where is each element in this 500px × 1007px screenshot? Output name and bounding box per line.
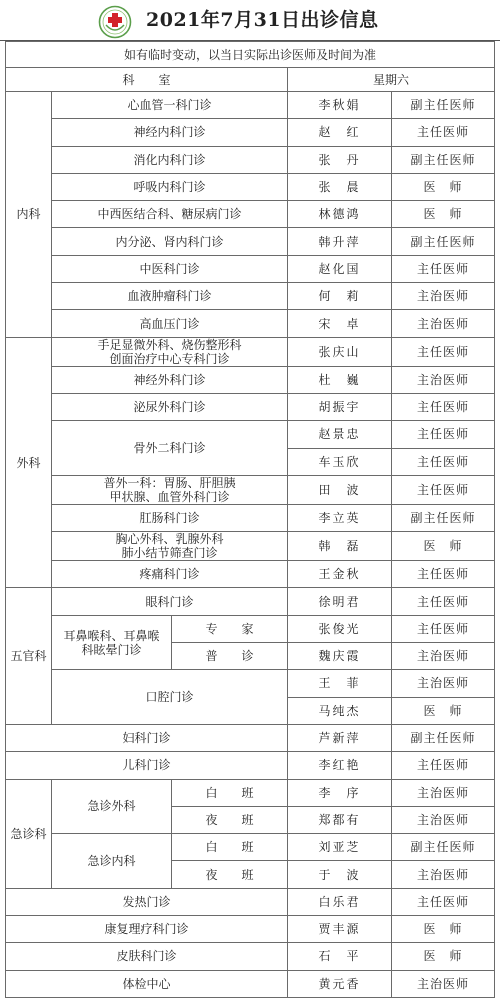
doctor-title: 医 师 <box>392 916 495 943</box>
doctor-title: 主任医师 <box>392 588 495 615</box>
doctor-name: 杜 巍 <box>288 366 392 393</box>
clinic-name-line: 创面治疗中心专科门诊 <box>109 351 230 366</box>
doctor-title: 主任医师 <box>392 119 495 146</box>
clinic-name: 泌尿外科门诊 <box>52 393 288 420</box>
column-header-department: 科 室 <box>6 68 288 92</box>
clinic-name: 妇科门诊 <box>6 724 288 751</box>
doctor-title: 医 师 <box>392 532 495 561</box>
doctor-title: 副主任医师 <box>392 724 495 751</box>
table-row <box>6 504 495 531</box>
doctor-name: 车玉欣 <box>288 448 392 475</box>
clinic-name-line: 肺小结节筛查门诊 <box>121 546 218 561</box>
table-row <box>6 366 495 393</box>
table-row <box>6 310 495 337</box>
clinic-name-line: 甲状腺、血管外科门诊 <box>109 489 230 504</box>
clinic-name: 发热门诊 <box>6 888 288 915</box>
doctor-name: 张 晨 <box>288 173 392 200</box>
doctor-name: 李秋娟 <box>288 92 392 119</box>
doctor-title: 主治医师 <box>392 310 495 337</box>
doctor-name: 赵景忠 <box>288 421 392 448</box>
column-header-saturday: 星期六 <box>288 68 495 92</box>
table-row <box>6 943 495 970</box>
clinic-name: 口腔门诊 <box>52 670 288 725</box>
table-row <box>6 283 495 310</box>
session-type: 白 班 <box>172 779 288 806</box>
group-label-internal-medicine: 内科 <box>6 92 52 338</box>
clinic-name: 心血管一科门诊 <box>52 92 288 119</box>
doctor-name: 李红艳 <box>288 752 392 779</box>
doctor-title: 主任医师 <box>392 475 495 504</box>
clinic-name <box>52 475 288 504</box>
table-row <box>6 146 495 173</box>
group-label-emergency: 急诊科 <box>6 779 52 888</box>
doctor-name: 王金秋 <box>288 561 392 588</box>
doctor-title: 副主任医师 <box>392 92 495 119</box>
doctor-title: 副主任医师 <box>392 834 495 861</box>
table-row <box>6 588 495 615</box>
doctor-name: 赵 红 <box>288 119 392 146</box>
clinic-name-line: 胸心外科、乳腺外科 <box>115 532 224 547</box>
table-row <box>6 421 495 448</box>
table-row <box>6 970 495 997</box>
table-row <box>6 201 495 228</box>
schedule-table-wrap <box>5 41 495 998</box>
doctor-name: 芦新萍 <box>288 724 392 751</box>
doctor-name: 何 莉 <box>288 283 392 310</box>
doctor-title: 医 师 <box>392 173 495 200</box>
doctor-title: 主任医师 <box>392 752 495 779</box>
clinic-name: 皮肤科门诊 <box>6 943 288 970</box>
clinic-name: 神经内科门诊 <box>52 119 288 146</box>
doctor-name: 李 序 <box>288 779 392 806</box>
clinic-name-line: 普外一科：胃肠、肝胆胰 <box>103 475 236 490</box>
group-label-surgery: 外科 <box>6 337 52 588</box>
doctor-name: 李立英 <box>288 504 392 531</box>
doctor-name: 郑都有 <box>288 806 392 833</box>
table-row <box>6 92 495 119</box>
clinic-name: 肛肠科门诊 <box>52 504 288 531</box>
session-type: 白 班 <box>172 834 288 861</box>
schedule-table <box>5 41 495 998</box>
session-type: 普 诊 <box>172 643 288 670</box>
session-type: 夜 班 <box>172 806 288 833</box>
doctor-name: 徐明君 <box>288 588 392 615</box>
doctor-title: 医 师 <box>392 943 495 970</box>
table-row <box>6 475 495 504</box>
doctor-title: 主任医师 <box>392 255 495 282</box>
doctor-title: 主治医师 <box>392 366 495 393</box>
clinic-name: 骨外二科门诊 <box>52 421 288 476</box>
page-header <box>0 0 500 42</box>
doctor-title: 副主任医师 <box>392 146 495 173</box>
doctor-title: 主任医师 <box>392 888 495 915</box>
table-row <box>6 393 495 420</box>
clinic-name: 急诊外科 <box>52 779 172 834</box>
clinic-name: 神经外科门诊 <box>52 366 288 393</box>
clinic-name: 高血压门诊 <box>52 310 288 337</box>
clinic-name: 消化内科门诊 <box>52 146 288 173</box>
doctor-name: 韩升萍 <box>288 228 392 255</box>
table-row <box>6 119 495 146</box>
clinic-name-line: 手足显微外科、烧伤整形科 <box>97 337 242 352</box>
clinic-name: 内分泌、肾内科门诊 <box>52 228 288 255</box>
doctor-name: 于 波 <box>288 861 392 888</box>
table-row <box>6 779 495 806</box>
doctor-title: 主治医师 <box>392 806 495 833</box>
clinic-name: 呼吸内科门诊 <box>52 173 288 200</box>
doctor-title: 主治医师 <box>392 779 495 806</box>
hospital-logo-icon <box>98 5 132 39</box>
doctor-title: 主任医师 <box>392 421 495 448</box>
table-row <box>6 615 495 642</box>
table-row <box>6 228 495 255</box>
doctor-title: 主治医师 <box>392 670 495 697</box>
doctor-name: 石 平 <box>288 943 392 970</box>
doctor-name: 魏庆霞 <box>288 643 392 670</box>
clinic-name-line: 耳鼻喉科、耳鼻喉 <box>63 628 160 643</box>
clinic-name: 眼科门诊 <box>52 588 288 615</box>
session-type: 夜 班 <box>172 861 288 888</box>
table-row <box>6 834 495 861</box>
clinic-name: 血液肿瘤科门诊 <box>52 283 288 310</box>
clinic-name: 中西医结合科、糖尿病门诊 <box>52 201 288 228</box>
table-row <box>6 337 495 366</box>
doctor-name: 贾丰源 <box>288 916 392 943</box>
table-row <box>6 752 495 779</box>
clinic-name <box>52 615 172 670</box>
doctor-name: 张庆山 <box>288 337 392 366</box>
doctor-name: 宋 卓 <box>288 310 392 337</box>
doctor-name: 韩 磊 <box>288 532 392 561</box>
clinic-name-line: 科眩晕门诊 <box>81 642 142 657</box>
doctor-title: 主任医师 <box>392 393 495 420</box>
clinic-name <box>52 337 288 366</box>
page-title: 2021年7月31日出诊信息 <box>146 9 379 31</box>
doctor-name: 张俊光 <box>288 615 392 642</box>
clinic-name: 急诊内科 <box>52 834 172 889</box>
doctor-title: 副主任医师 <box>392 504 495 531</box>
doctor-name: 赵化国 <box>288 255 392 282</box>
table-row <box>6 888 495 915</box>
doctor-title: 主治医师 <box>392 861 495 888</box>
doctor-title: 主任医师 <box>392 337 495 366</box>
doctor-name: 张 丹 <box>288 146 392 173</box>
doctor-title: 主任医师 <box>392 561 495 588</box>
table-row <box>6 670 495 697</box>
schedule-notice: 如有临时变动，以当日实际出诊医师及时间为准 <box>6 42 495 68</box>
doctor-name: 白乐君 <box>288 888 392 915</box>
clinic-name: 儿科门诊 <box>6 752 288 779</box>
clinic-name: 疼痛科门诊 <box>52 561 288 588</box>
table-row <box>6 532 495 561</box>
doctor-title: 主任医师 <box>392 615 495 642</box>
doctor-title: 医 师 <box>392 697 495 724</box>
doctor-title: 医 师 <box>392 201 495 228</box>
doctor-name: 刘亚芝 <box>288 834 392 861</box>
doctor-name: 马纯杰 <box>288 697 392 724</box>
doctor-name: 黄元香 <box>288 970 392 997</box>
table-row <box>6 724 495 751</box>
session-type: 专 家 <box>172 615 288 642</box>
doctor-name: 王 菲 <box>288 670 392 697</box>
doctor-title: 主治医师 <box>392 970 495 997</box>
table-row <box>6 916 495 943</box>
doctor-name: 林德鸿 <box>288 201 392 228</box>
table-row <box>6 561 495 588</box>
doctor-title: 主治医师 <box>392 283 495 310</box>
group-label-ent: 五官科 <box>6 588 52 724</box>
doctor-title: 主治医师 <box>392 643 495 670</box>
table-row <box>6 173 495 200</box>
doctor-name: 田 波 <box>288 475 392 504</box>
doctor-title: 副主任医师 <box>392 228 495 255</box>
clinic-name: 中医科门诊 <box>52 255 288 282</box>
clinic-name: 康复理疗科门诊 <box>6 916 288 943</box>
doctor-title: 主任医师 <box>392 448 495 475</box>
doctor-name: 胡振宇 <box>288 393 392 420</box>
clinic-name: 体检中心 <box>6 970 288 997</box>
table-row <box>6 255 495 282</box>
clinic-name <box>52 532 288 561</box>
